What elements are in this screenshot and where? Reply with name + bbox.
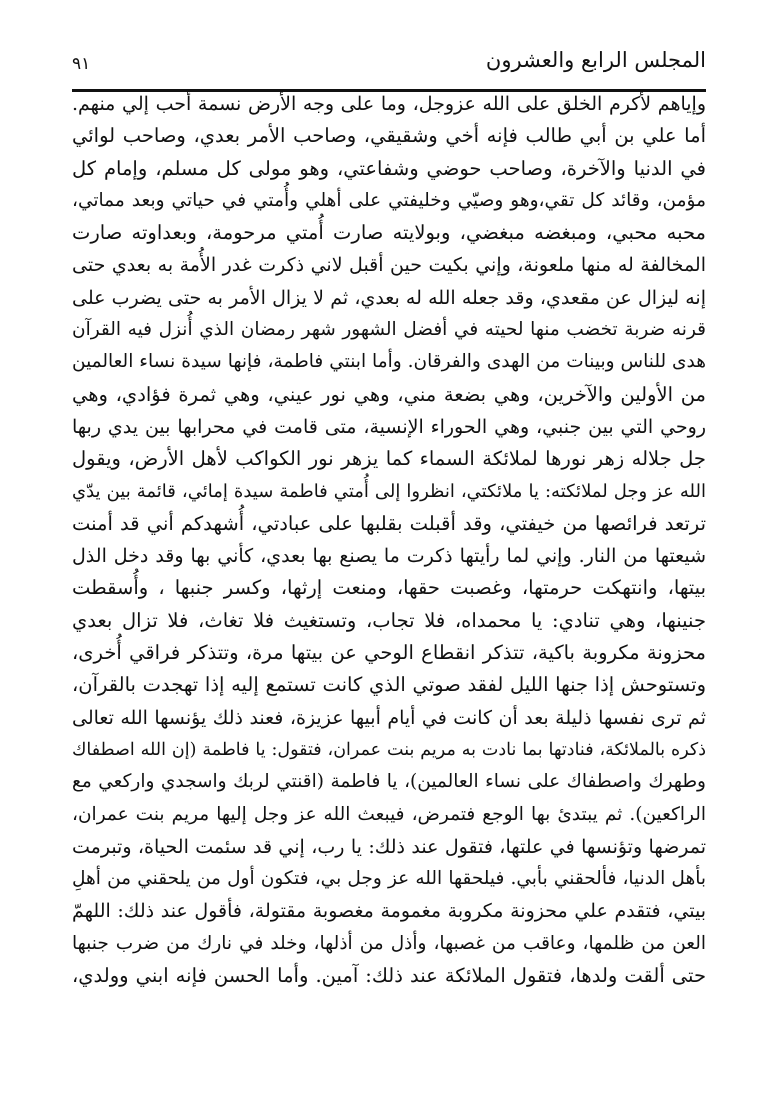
text-line: شيعتها من النار. وإني لما رأيتها ذكرت ما يصنع بها بعدي، كأني بها وقد دخل الذل: [72, 545, 706, 568]
text-line: العن من ظلمها، وعاقب من غصبها، وأذل من أذلها، وخلد في نارك من ضرب جنبها: [72, 932, 706, 954]
text-line: بأهل الدنيا، فألحقني بأبي. فيلحقها الله عز وجل بي، فتكون أول من يلحقني من أهلِ: [72, 868, 706, 890]
text-line: جل جلاله زهر نورها لملائكة السماء كما يزهر نور الكواكب لأهل الأرض، ويقول: [72, 447, 706, 471]
text-line: إنه ليزال عن مقعدي، وقد جعله الله له بعدي، ثم لا يزال الأمر به حتى يضرب على: [72, 286, 706, 309]
text-line: الراكعين). ثم يبتدئ بها الوجع فتمرض، فيبعث الله عز وجل إليها مريم بنت عمران،: [72, 803, 706, 825]
text-line: محبه محبي، ومبغضه مبغضي، وبولايته صارت أُمتي مرحومة، وبعداوته صارت: [72, 221, 706, 245]
page-number: ٩١: [72, 54, 91, 74]
text-line: محزونة مكروبة باكية، تتذكر انقطاع الوحي عن بيتها مرة، وتتذكر فراقي أُخرى،: [72, 641, 706, 665]
text-line: هدى للناس وبينات من الهدى والفرقان. وأما ابنتي فاطمة، فإنها سيدة نساء العالمين: [72, 351, 706, 373]
text-line: قرنه ضربة تخضب منها لحيته في أفضل الشهور شهر رمضان الذي أُنزل فيه القرآن: [72, 319, 706, 341]
text-line: وطهرك واصطفاك على نساء العالمين)، يا فاطمة (اقنتي لربك واسجدي واركعي مع: [72, 771, 706, 793]
text-line: حتى ألقت ولدها، فتقول الملائكة عند ذلك: آمين. وأما الحسن فإنه ابني وولدي،: [72, 964, 706, 988]
text-line: في الدنيا والآخرة، وصاحب حوضي وشفاعتي، وهو مولى كل مسلم، وإمام كل: [72, 156, 706, 180]
text-line: تمرضها وتؤنسها في علتها، فتقول عند ذلك: يا رب، إني قد سئمت الحياة، وتبرمت: [72, 835, 706, 858]
text-line: الله عز وجل لملائكته: يا ملائكتي، انظروا إلى أُمتي فاطمة سيدة إمائي، قائمة بين يدّي: [72, 480, 706, 502]
text-line: وتستوحش إذا جنها الليل لفقد صوتي الذي كانت تستمع إليه إذا تهجدت بالقرآن،: [72, 673, 706, 697]
text-line: ثم ترى نفسها ذليلة بعد أن كانت في أيام أبيها عزيزة، فعند ذلك يؤنسها الله تعالى: [72, 706, 706, 729]
text-line: ذكره بالملائكة، فنادتها بما نادت به مريم بنت عمران، فتقول: يا فاطمة (إن الله اصطفاك: [72, 739, 706, 760]
running-header: [72, 44, 706, 88]
chapter-title: المجلس الرابع والعشرون: [485, 48, 706, 72]
text-line: أما علي بن أبي طالب فإنه أخي وشقيقي، وصاحب الأمر بعدي، وصاحب لوائي: [72, 124, 706, 148]
text-line: روحي التي بين جنبي، وهي الحوراء الإنسية، متى قامت في محرابها بين يدي ربها: [72, 415, 706, 438]
page-body-text: [72, 88, 706, 992]
text-line: بيتها، وانتهكت حرمتها، وغصبت حقها، ومنعت إرثها، وكسر جنبها ، وأُسقطت: [72, 576, 706, 600]
text-line: من الأولين والآخرين، وهي بضعة مني، وهي نور عيني، وهي ثمرة فؤادي، وهي: [72, 382, 706, 406]
text-line: مؤمن، وقائد كل تقي،وهو وصيّي وخليفتي على أهلي وأُمتي في حياتي وبعد مماتي،: [72, 189, 706, 211]
text-line: ترتعد فرائصها من خيفتي، وقد أقبلت بقلبها على عبادتي، أُشهدكم أني قد أمنت: [72, 511, 706, 535]
text-line: بيتي، فتقدم علي محزونة مكروبة مغمومة مغصوبة مقتولة، فأقول عند ذلك: اللهمّ: [72, 900, 706, 923]
text-line: جنينها، وهي تنادي: يا محمداه، فلا تجاب، وتستغيث فلا تغاث، فلا تزال بعدي: [72, 608, 706, 632]
text-line: المخالفة له منها ملعونة، وإني بكيت حين أقبل لاني ذكرت غدر الأُمة به بعدي حتى: [72, 254, 706, 277]
text-line: وإياهم لأكرم الخلق على الله عزوجل، وما على وجه الأرض نسمة أحب إلي منهم.: [72, 93, 706, 115]
